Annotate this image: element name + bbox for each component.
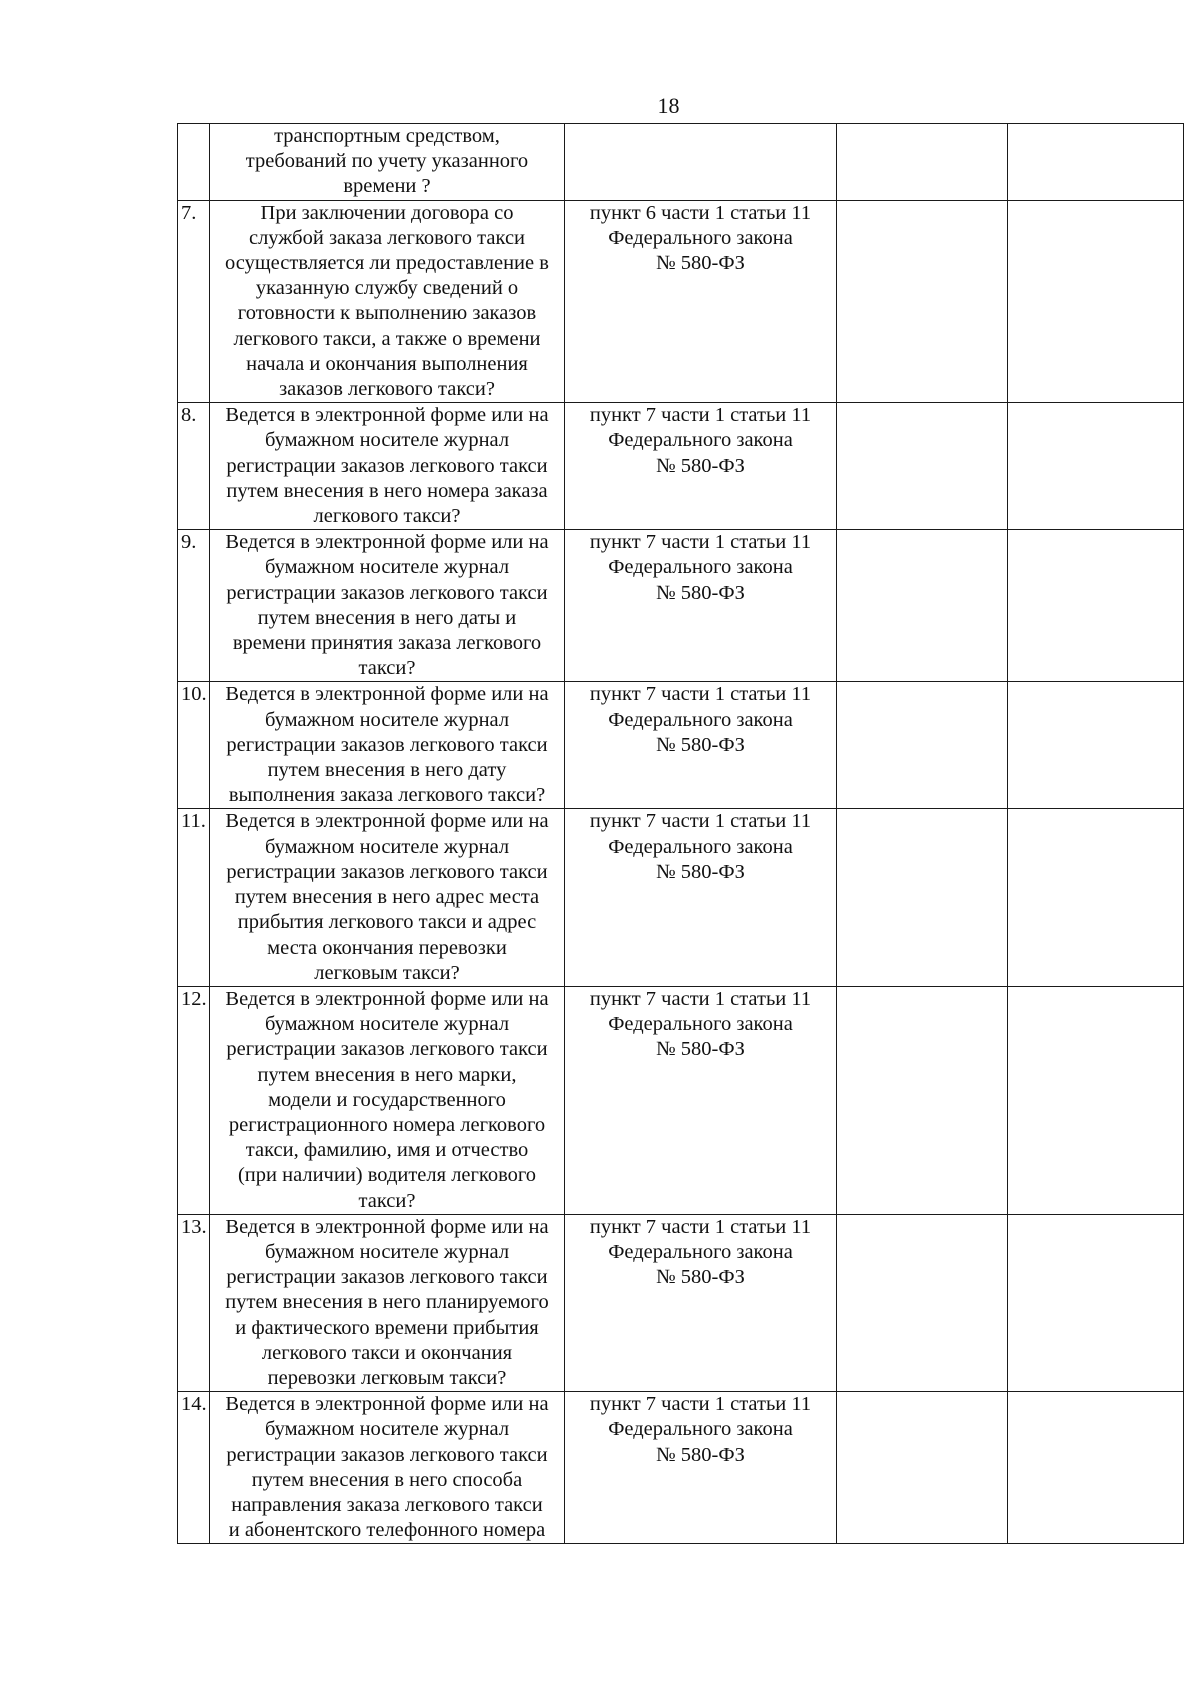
answer-cell xyxy=(837,124,1008,201)
legal-reference-line: № 580-ФЗ xyxy=(656,454,745,477)
question-line: регистрации заказов легкового такси xyxy=(226,1266,548,1289)
row-number: 14. xyxy=(178,1392,210,1544)
question-line: заказов легкового такси? xyxy=(279,378,495,401)
answer-cell xyxy=(837,682,1008,809)
legal-reference-cell xyxy=(565,530,837,682)
question-line: начала и окончания выполнения xyxy=(246,352,528,375)
question-line: Ведется в электронной форме или на xyxy=(225,810,549,833)
notes-cell xyxy=(1008,403,1184,530)
answer-cell xyxy=(837,809,1008,986)
notes-cell xyxy=(1008,124,1184,201)
question-line: указанную службу сведений о xyxy=(255,277,519,300)
question-line: бумажном носителе журнал xyxy=(264,556,510,579)
question-cell xyxy=(210,682,565,809)
question-cell xyxy=(210,124,565,201)
question-line: Ведется в электронной форме или на xyxy=(225,683,549,706)
legal-reference-line: № 580-ФЗ xyxy=(656,581,745,604)
question-line: Ведется в электронной форме или на xyxy=(225,1215,549,1238)
question-cell xyxy=(210,1392,565,1544)
question-cell xyxy=(210,530,565,682)
question-line: выполнения заказа легкового такси? xyxy=(228,784,546,807)
question-line: регистрации заказов легкового такси xyxy=(226,1443,548,1466)
row-number xyxy=(178,124,210,201)
question-line: регистрации заказов легкового такси xyxy=(226,1038,548,1061)
legal-reference-line: № 580-ФЗ xyxy=(656,1266,745,1289)
question-line: направления заказа легкового такси xyxy=(231,1493,543,1516)
question-line: легкового такси? xyxy=(313,505,461,528)
legal-reference-line: пункт 7 части 1 статьи 11 xyxy=(589,531,812,554)
question-line: места окончания перевозки xyxy=(267,936,507,959)
table-row xyxy=(178,986,1184,1214)
row-number: 13. xyxy=(178,1214,210,1391)
row-number: 10. xyxy=(178,682,210,809)
question-cell xyxy=(210,809,565,986)
table-row xyxy=(178,530,1184,682)
question-line: прибытия легкового такси и адрес xyxy=(237,911,537,934)
legal-reference-line: пункт 7 части 1 статьи 11 xyxy=(589,1393,812,1416)
row-number: 7. xyxy=(178,200,210,403)
checklist-table xyxy=(177,123,1184,1544)
question-line: и абонентского телефонного номера xyxy=(228,1519,546,1542)
page-number: 18 xyxy=(657,93,680,118)
question-line: Ведется в электронной форме или на xyxy=(225,404,549,427)
notes-cell xyxy=(1008,809,1184,986)
legal-reference-line: пункт 7 части 1 статьи 11 xyxy=(589,404,812,427)
question-line: легкового такси, а также о времени xyxy=(233,327,541,350)
legal-reference-cell xyxy=(565,1214,837,1391)
legal-reference-line: № 580-ФЗ xyxy=(656,1443,745,1466)
question-cell xyxy=(210,1214,565,1391)
question-line: готовности к выполнению заказов xyxy=(237,302,537,325)
notes-cell xyxy=(1008,530,1184,682)
question-line: путем внесения в него планируемого xyxy=(225,1291,549,1314)
question-line: осуществляется ли предоставление в xyxy=(225,252,549,275)
table-row xyxy=(178,1392,1184,1544)
question-line: такси? xyxy=(358,657,416,680)
question-line: путем внесения в него даты и xyxy=(257,606,517,629)
legal-reference-line: пункт 7 части 1 статьи 11 xyxy=(589,683,812,706)
legal-reference-cell xyxy=(565,682,837,809)
question-line: Ведется в электронной форме или на xyxy=(225,987,549,1010)
question-line: перевозки легковым такси? xyxy=(267,1366,507,1389)
table-row xyxy=(178,200,1184,403)
question-line: путем внесения в него дату xyxy=(267,759,507,782)
legal-reference-line: № 580-ФЗ xyxy=(656,733,745,756)
legal-reference-line: пункт 7 части 1 статьи 11 xyxy=(589,810,812,833)
table-row xyxy=(178,809,1184,986)
notes-cell xyxy=(1008,1214,1184,1391)
question-line: путем внесения в него способа xyxy=(251,1468,523,1491)
answer-cell xyxy=(837,1392,1008,1544)
question-line: службой заказа легкового такси xyxy=(248,226,526,249)
question-line: легковым такси? xyxy=(314,961,460,984)
notes-cell xyxy=(1008,986,1184,1214)
notes-cell xyxy=(1008,682,1184,809)
table-row xyxy=(178,124,1184,201)
question-cell xyxy=(210,403,565,530)
question-cell xyxy=(210,986,565,1214)
row-number: 11. xyxy=(178,809,210,986)
legal-reference-line: пункт 7 части 1 статьи 11 xyxy=(589,987,812,1010)
question-line: модели и государственного xyxy=(268,1088,506,1111)
legal-reference-line: Федерального закона xyxy=(608,226,793,249)
question-cell xyxy=(210,200,565,403)
table-row xyxy=(178,1214,1184,1391)
answer-cell xyxy=(837,200,1008,403)
question-line: бумажном носителе журнал xyxy=(264,1240,510,1263)
question-line: бумажном носителе журнал xyxy=(264,708,510,731)
question-line: легкового такси и окончания xyxy=(261,1341,513,1364)
legal-reference-line: пункт 6 части 1 статьи 11 xyxy=(589,201,812,224)
question-line: времени ? xyxy=(343,175,431,198)
question-line: Ведется в электронной форме или на xyxy=(225,1393,549,1416)
legal-reference-cell xyxy=(565,200,837,403)
row-number: 8. xyxy=(178,403,210,530)
question-line: бумажном носителе журнал xyxy=(264,1418,510,1441)
legal-reference-line: Федерального закона xyxy=(608,1418,793,1441)
legal-reference-line: Федерального закона xyxy=(608,556,793,579)
legal-reference-line: № 580-ФЗ xyxy=(656,1038,745,1061)
question-line: (при наличии) водителя легкового xyxy=(237,1164,537,1187)
question-line: путем внесения в него номера заказа xyxy=(226,479,548,502)
question-line: регистрации заказов легкового такси xyxy=(226,860,548,883)
question-line: и фактического времени прибытия xyxy=(235,1316,539,1339)
question-line: регистрационного номера легкового xyxy=(228,1113,546,1136)
legal-reference-cell xyxy=(565,124,837,201)
answer-cell xyxy=(837,1214,1008,1391)
question-line: времени принятия заказа легкового xyxy=(232,632,542,655)
question-line: такси, фамилию, имя и отчество xyxy=(245,1139,529,1162)
question-line: регистрации заказов легкового такси xyxy=(226,454,548,477)
notes-cell xyxy=(1008,1392,1184,1544)
question-line: регистрации заказов легкового такси xyxy=(226,581,548,604)
legal-reference-line: Федерального закона xyxy=(608,1240,793,1263)
question-line: путем внесения в него марки, xyxy=(257,1063,517,1086)
question-line: бумажном носителе журнал xyxy=(264,1013,510,1036)
question-line: бумажном носителе журнал xyxy=(264,429,510,452)
question-line: требований по учету указанного xyxy=(245,150,529,173)
legal-reference-line: Федерального закона xyxy=(608,429,793,452)
answer-cell xyxy=(837,986,1008,1214)
legal-reference-line: Федерального закона xyxy=(608,835,793,858)
legal-reference-line: № 580-ФЗ xyxy=(656,252,745,275)
question-line: транспортным средством, xyxy=(274,125,500,147)
legal-reference-line: Федерального закона xyxy=(608,1013,793,1036)
question-line: При заключении договора со xyxy=(260,201,514,224)
answer-cell xyxy=(837,403,1008,530)
table-row xyxy=(178,682,1184,809)
legal-reference-line: Федерального закона xyxy=(608,708,793,731)
question-line: бумажном носителе журнал xyxy=(264,835,510,858)
question-line: такси? xyxy=(358,1189,416,1212)
legal-reference-cell xyxy=(565,986,837,1214)
row-number: 9. xyxy=(178,530,210,682)
legal-reference-cell xyxy=(565,403,837,530)
question-line: регистрации заказов легкового такси xyxy=(226,733,548,756)
table-row xyxy=(178,403,1184,530)
row-number: 12. xyxy=(178,986,210,1214)
legal-reference-cell xyxy=(565,1392,837,1544)
legal-reference-line: № 580-ФЗ xyxy=(656,860,745,883)
notes-cell xyxy=(1008,200,1184,403)
question-line: Ведется в электронной форме или на xyxy=(225,531,549,554)
legal-reference-cell xyxy=(565,809,837,986)
answer-cell xyxy=(837,530,1008,682)
legal-reference-line: пункт 7 части 1 статьи 11 xyxy=(589,1215,812,1238)
question-line: путем внесения в него адрес места xyxy=(234,886,540,909)
